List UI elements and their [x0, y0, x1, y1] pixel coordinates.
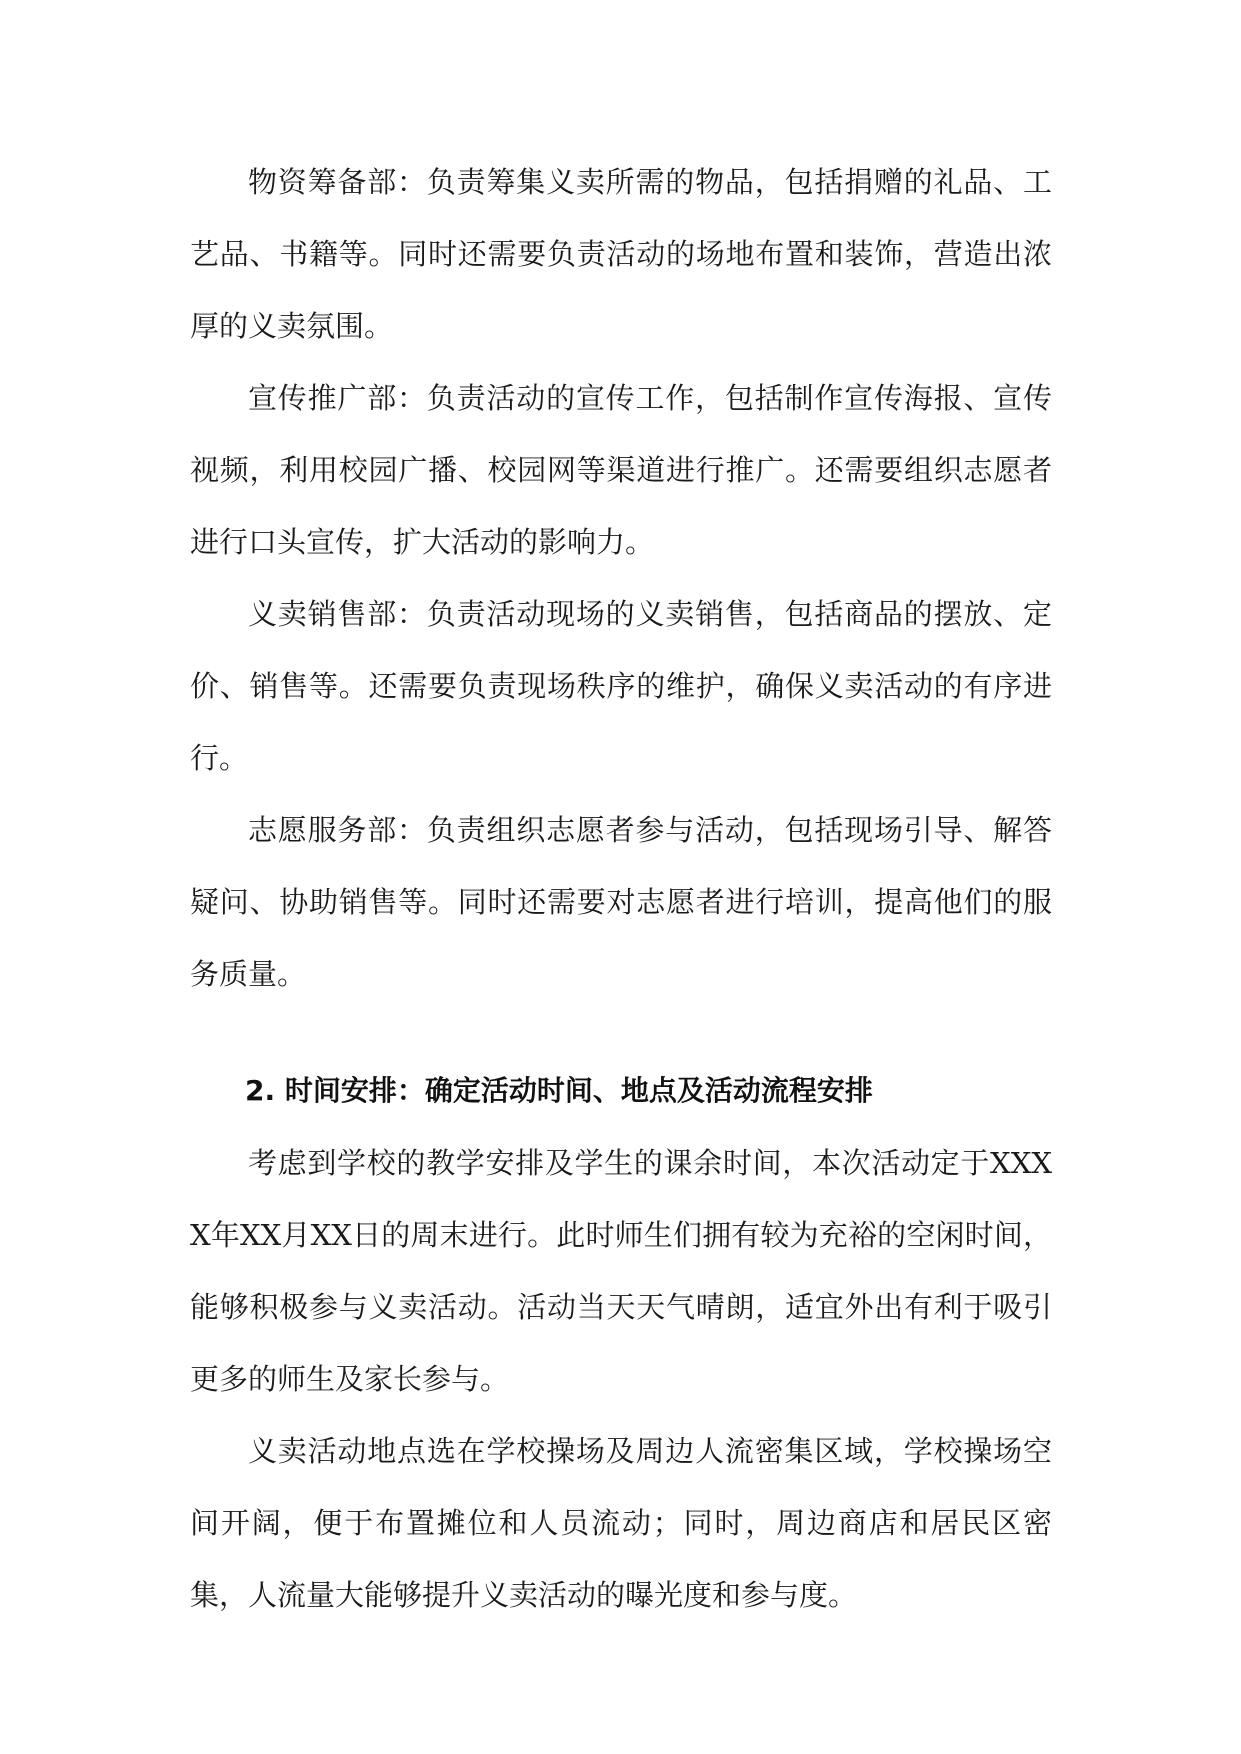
paragraph-activity-location: 义卖活动地点选在学校操场及周边人流密集区域，学校操场空间开阔，便于布置摊位和人员流动；同时，周边商店和居民区密集，人流量大能够提升义卖活动的曝光度和参与度。	[190, 1434, 1052, 1612]
paragraph-materials-department: 物资筹备部：负责筹集义卖所需的物品，包括捐赠的礼品、工艺品、书籍等。同时还需要负责活动的场地布置和装饰，营造出浓厚的义卖氛围。	[190, 165, 1052, 343]
paragraph-publicity-department: 宣传推广部：负责活动的宣传工作，包括制作宣传海报、宣传视频，利用校园广播、校园网等渠道进行推广。还需要组织志愿者进行口头宣传，扩大活动的影响力。	[190, 381, 1052, 559]
paragraph-activity-time: 考虑到学校的教学安排及学生的课余时间，本次活动定于XXXX年XX月XX日的周末进行。此时师生们拥有较为充裕的空闲时间，能够积极参与义卖活动。活动当天天气晴朗，适宜外出有利于吸引更多的师生及家长参与。	[190, 1146, 1052, 1396]
document-body	[190, 146, 1052, 1631]
section-heading-time-arrangement: 2. 时间安排：确定活动时间、地点及活动流程安排	[245, 1074, 873, 1107]
paragraph-sales-department: 义卖销售部：负责活动现场的义卖销售，包括商品的摆放、定价、销售等。还需要负责现场秩序的维护，确保义卖活动的有序进行。	[190, 597, 1052, 775]
paragraph-volunteer-department: 志愿服务部：负责组织志愿者参与活动，包括现场引导、解答疑问、协助销售等。同时还需要对志愿者进行培训，提高他们的服务质量。	[190, 813, 1052, 991]
